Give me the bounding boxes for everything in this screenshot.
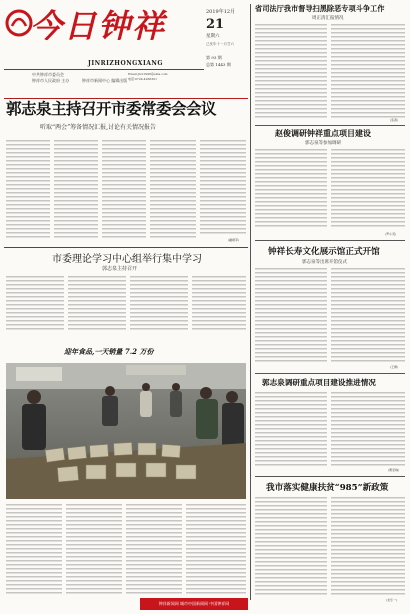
workshop-scene-image [6,363,246,499]
right-divider-1 [255,125,405,126]
right-story-4-byline: (曹宏峰) [388,468,400,472]
lead-body-col-4 [150,140,196,240]
contact-email: Email:jrzx1998@sina.com [128,72,168,76]
right-story-4-col-1 [255,392,327,466]
masthead-title: 今日钟祥 [30,7,167,45]
photo-story-col-1 [6,504,62,596]
right-story-2-col-1 [255,149,327,229]
right-story-4-headline: 郭志泉调研重点项目建设推进情况 [262,378,376,387]
sponsor-line-1: 中共钟祥市委员会 [32,72,64,77]
editor-line: 钟祥市新闻中心 编辑出版 [82,78,128,83]
photo-story-col-4 [186,504,246,596]
lead-headline: 郭志泉主持召开市委常委会会议 [6,99,217,118]
total-issue-number: 总第 1443 期 [206,62,231,67]
lead-body-col-3 [102,140,146,240]
right-story-3-byline: (王柳) [390,365,399,369]
date-weekday: 星期六 [206,34,220,39]
masthead-pinyin: JINRIZHONGXIANG [88,60,164,67]
date-day: 21 [206,17,225,32]
date-month: 2019年12月 [206,9,236,15]
bottom-banner [140,598,248,610]
photo-story-col-3 [126,504,182,596]
right-story-2-headline: 赵俊调研钟祥重点项目建设 [275,128,371,138]
right-divider-4 [255,476,405,477]
story2-body-col-4 [192,276,246,330]
right-story-5-col-1 [255,497,327,596]
right-story-2-col-2 [331,149,405,229]
right-story-3-col-1 [255,268,327,364]
date-lunar: 己亥年十一月廿六 [206,42,234,46]
issue-number: 第 93 期 [206,55,222,60]
right-story-5-byline: (龙乐一) [386,598,398,602]
right-story-5-col-2 [331,497,405,596]
contact-phone: 电话:0724-4266301 [128,77,158,81]
workshop-photo [6,363,246,499]
right-story-1-byline: (张燕) [390,118,399,122]
right-story-1-headline: 省司法厅我市督导扫黑除恶专项斗争工作 [255,4,385,13]
lead-body-col-1 [6,140,50,240]
lead-body-col-2 [54,140,98,240]
story2-body-col-1 [6,276,64,330]
story2-headline: 市委理论学习中心组举行集中学习 [52,254,202,265]
right-story-1-subhead: 周正清汇报情况 [312,16,344,21]
masthead-rule [4,69,204,70]
sponsor-line-2: 钟祥市人民政府 主办 [32,78,70,83]
right-story-2-subhead: 郭志泉等参加调研 [305,141,341,146]
lead-body-col-5 [200,140,246,236]
right-story-5-headline: 我市落实健康扶贫“985”新政策 [266,483,389,493]
date-block [206,8,250,80]
photo-story-col-2 [66,504,122,596]
column-divider [250,4,251,600]
right-story-1-col-1 [255,24,327,118]
right-story-3-subhead: 郭志泉等出席开馆仪式 [302,260,347,265]
right-divider-3 [255,373,405,374]
lead-byline: (戴朝军) [228,238,240,242]
photo-caption: 迎年食品,一天销量 7.2 万份 [64,347,154,356]
right-story-3-headline: 钟祥长寿文化展示馆正式开馆 [268,247,380,257]
right-divider-2 [255,240,405,241]
story2-top-rule [4,247,248,248]
right-story-4-col-2 [331,392,405,466]
right-story-2-byline: (罗小英) [385,232,397,236]
story2-subhead: 郭志泉主持召开 [102,266,138,272]
story2-body-col-2 [68,276,126,330]
lead-subhead: 听取“两会”筹备情况汇报,讨论有关情况报告 [40,124,157,131]
right-story-3-col-2 [331,268,405,364]
story2-body-col-3 [130,276,188,330]
bottom-banner-text: 钟祥新闻网 城市中国新闻网 中国钟祥网 [158,601,230,606]
right-story-1-col-2 [331,24,405,118]
